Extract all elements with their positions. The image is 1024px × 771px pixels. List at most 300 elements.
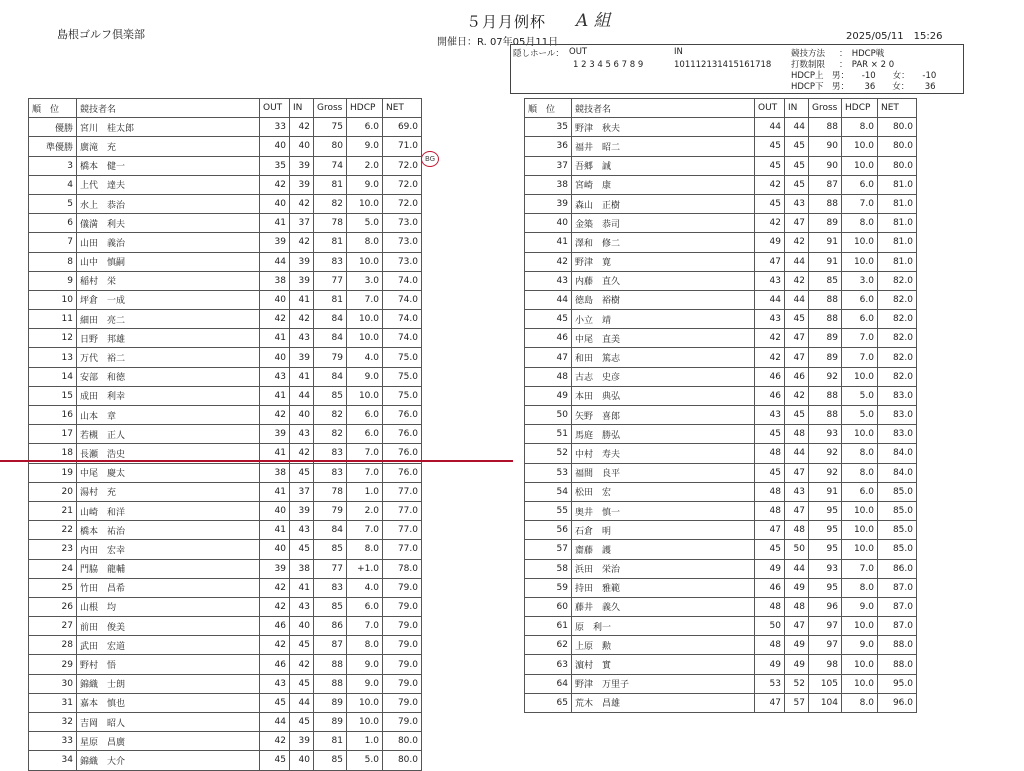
net-cell: 85.0 [878,501,917,520]
net-cell: 80.0 [878,137,917,156]
net-cell: 83.0 [878,425,917,444]
hdcp-cell: 7.0 [347,290,383,309]
net-cell: 77.0 [383,540,422,559]
out-cell: 44 [260,252,290,271]
hdcp-cell: 4.0 [347,578,383,597]
rank-cell: 52 [525,444,572,463]
name-cell: 上代 達夫 [77,175,260,194]
net-cell: 82.0 [878,329,917,348]
table-row [29,540,422,559]
name-cell: 長瀬 浩史 [77,444,260,463]
table-row [525,463,917,482]
name-cell: 藤井 義久 [572,597,755,616]
table-row [525,444,917,463]
in-cell: 47 [785,329,809,348]
in-cell: 44 [785,118,809,137]
hdcp-cell: 10.0 [842,137,878,156]
out-cell: 41 [260,214,290,233]
method-label: 競技方法 [791,49,826,59]
name-cell: 嘉本 慎也 [77,693,260,712]
table-row [525,559,917,578]
in-cell: 39 [290,271,314,290]
net-cell: 77.0 [383,501,422,520]
gross-cell: 92 [809,444,842,463]
col-gross: Gross [809,99,842,118]
gross-cell: 88 [314,674,347,693]
gross-cell: 81 [314,290,347,309]
table-row [29,578,422,597]
name-cell: 齋藤 護 [572,540,755,559]
in-cell: 43 [785,194,809,213]
table-row [525,194,917,213]
bg-annotation-circle: BG [421,151,439,167]
out-cell: 44 [755,118,785,137]
out-cell: 42 [755,329,785,348]
in-cell: 41 [290,367,314,386]
rank-cell: 60 [525,597,572,616]
gross-cell: 88 [809,290,842,309]
rank-cell: 51 [525,425,572,444]
in-cell: 47 [785,214,809,233]
gross-cell: 85 [809,271,842,290]
hdcp-upper: HDCP上 男： -10 女： -10 [791,71,937,81]
rank-cell: 準優勝 [29,137,77,156]
table-row [29,482,422,501]
net-cell: 73.0 [383,214,422,233]
name-cell: 若槻 正人 [77,425,260,444]
out-cell: 43 [755,406,785,425]
rank-cell: 47 [525,348,572,367]
gross-cell: 84 [314,521,347,540]
table-row [525,406,917,425]
net-cell: 73.0 [383,233,422,252]
in-cell: 43 [290,521,314,540]
gross-cell: 83 [314,463,347,482]
hdcp-cell: 7.0 [842,329,878,348]
hdcp-cell: 6.0 [842,482,878,501]
col-hdcp: HDCP [347,99,383,118]
table-row [525,137,917,156]
table-row [29,175,422,194]
hdcp-cell: 8.0 [842,214,878,233]
rank-cell: 24 [29,559,77,578]
name-cell: 中尾 直美 [572,329,755,348]
gross-cell: 78 [314,214,347,233]
name-cell: 原 利一 [572,617,755,636]
out-cell: 49 [755,233,785,252]
rank-cell: 30 [29,674,77,693]
in-cell: 39 [290,501,314,520]
col-rank: 順 位 [29,99,77,118]
in-cell: 45 [290,540,314,559]
hdcp-cell: 2.0 [347,501,383,520]
gross-cell: 92 [809,367,842,386]
in-cell: 42 [290,194,314,213]
net-cell: 81.0 [878,233,917,252]
hdcp-cell: 10.0 [842,156,878,175]
table-row [525,290,917,309]
name-cell: 中村 寿夫 [572,444,755,463]
net-cell: 83.0 [878,406,917,425]
gross-cell: 85 [314,386,347,405]
gross-cell: 88 [809,310,842,329]
gross-cell: 91 [809,252,842,271]
out-cell: 42 [260,175,290,194]
name-cell: 前田 俊美 [77,617,260,636]
table-row [29,252,422,271]
table-row [525,271,917,290]
hdcp-cell: 9.0 [842,636,878,655]
hdcp-cell: 8.0 [842,118,878,137]
hdcp-cell: 1.0 [347,732,383,751]
table-row [525,329,917,348]
table-row [29,214,422,233]
out-cell: 46 [755,578,785,597]
table-row [525,482,917,501]
gross-cell: 87 [809,175,842,194]
printed-timestamp: 2025/05/11 15:26 [846,31,943,42]
in-cell: 49 [785,578,809,597]
table-row [29,501,422,520]
name-cell: 野津 秋夫 [572,118,755,137]
net-cell: 84.0 [878,444,917,463]
gross-cell: 81 [314,233,347,252]
hdcp-cell: 9.0 [347,655,383,674]
table-row [29,367,422,386]
hdcp-cell: +1.0 [347,559,383,578]
in-cell: 44 [290,386,314,405]
in-cell: 41 [290,578,314,597]
name-cell: 竹田 昌希 [77,578,260,597]
name-cell: 錦織 士朗 [77,674,260,693]
name-cell: 坪倉 一成 [77,290,260,309]
rank-cell: 26 [29,597,77,616]
out-cell: 48 [755,501,785,520]
net-cell: 72.0 [383,194,422,213]
in-cell: 40 [290,617,314,636]
table-row [525,540,917,559]
name-cell: 内藤 直久 [572,271,755,290]
gross-cell: 92 [809,463,842,482]
gross-cell: 75 [314,118,347,137]
out-cell: 42 [755,214,785,233]
rank-cell: 43 [525,271,572,290]
hdcp-cell: 3.0 [347,271,383,290]
in-cell: 45 [785,137,809,156]
table-row [29,310,422,329]
table-row [525,655,917,674]
gross-cell: 93 [809,559,842,578]
rank-cell: 10 [29,290,77,309]
in-cell: 48 [785,425,809,444]
in-cell: 42 [290,444,314,463]
rank-cell: 49 [525,386,572,405]
table-row [525,156,917,175]
in-cell: 47 [785,617,809,636]
gross-cell: 91 [809,482,842,501]
out-cell: 42 [260,732,290,751]
name-cell: 廣滝 充 [77,137,260,156]
out-cell: 42 [260,406,290,425]
hdcp-cell: 8.0 [347,233,383,252]
gross-cell: 96 [809,597,842,616]
name-cell: 星原 昌廣 [77,732,260,751]
table-row [29,329,422,348]
out-cell: 40 [260,290,290,309]
net-cell: 85.0 [878,521,917,540]
hdcp-cell: 6.0 [347,597,383,616]
results-table-right [524,98,917,713]
hdcp-cell: 10.0 [842,367,878,386]
net-cell: 76.0 [383,406,422,425]
out-cell: 42 [260,310,290,329]
in-cell: 39 [290,175,314,194]
hdcp-cell: 10.0 [347,693,383,712]
hdcp-cell: 7.0 [842,194,878,213]
in-cell: 49 [785,636,809,655]
gross-cell: 74 [314,156,347,175]
gross-cell: 81 [314,732,347,751]
hdcp-cell: 9.0 [347,674,383,693]
name-cell: 持田 雅範 [572,578,755,597]
gross-cell: 95 [809,540,842,559]
gross-cell: 82 [314,406,347,425]
rank-cell: 63 [525,655,572,674]
hdcp-cell: 10.0 [842,425,878,444]
gross-cell: 93 [809,425,842,444]
name-cell: 野津 万里子 [572,674,755,693]
name-cell: 奥井 慎一 [572,501,755,520]
out-cell: 45 [755,137,785,156]
in-cell: 42 [290,233,314,252]
in-cell: 57 [785,693,809,712]
net-cell: 79.0 [383,655,422,674]
rank-cell: 39 [525,194,572,213]
out-cell: 40 [260,194,290,213]
name-cell: 澤和 修二 [572,233,755,252]
out-cell: 45 [755,156,785,175]
name-cell: 湯村 充 [77,482,260,501]
hdcp-cell: 3.0 [842,271,878,290]
in-cell: 43 [290,597,314,616]
table-row [525,252,917,271]
name-cell: 金築 恭司 [572,214,755,233]
name-cell: 宮崎 康 [572,175,755,194]
rank-cell: 61 [525,617,572,636]
net-cell: 71.0 [383,137,422,156]
out-cell: 45 [755,194,785,213]
net-cell: 79.0 [383,674,422,693]
rank-cell: 27 [29,617,77,636]
out-cell: 42 [755,175,785,194]
rank-cell: 48 [525,367,572,386]
out-cell: 42 [755,348,785,367]
in-cell: 42 [290,655,314,674]
table-row [29,713,422,732]
gross-cell: 77 [314,271,347,290]
gross-cell: 81 [314,175,347,194]
gross-cell: 89 [809,348,842,367]
page-title: ５月月例杯 [466,13,547,31]
hdcp-cell: 7.0 [347,463,383,482]
name-cell: 石倉 明 [572,521,755,540]
net-cell: 79.0 [383,597,422,616]
club-name: 島根ゴルフ倶楽部 [57,28,145,41]
gross-cell: 89 [314,713,347,732]
gross-cell: 104 [809,693,842,712]
gross-cell: 88 [809,386,842,405]
table-row [525,118,917,137]
out-cell: 46 [755,386,785,405]
hdcp-cell: 9.0 [347,367,383,386]
net-cell: 81.0 [878,252,917,271]
rank-cell: 20 [29,482,77,501]
hdcp-cell: 10.0 [842,617,878,636]
table-row [29,636,422,655]
rank-cell: 54 [525,482,572,501]
table-row [525,425,917,444]
name-cell: 上原 勲 [572,636,755,655]
rank-cell: 65 [525,693,572,712]
out-cell: 38 [260,463,290,482]
results-table-left [28,98,422,771]
name-cell: 和田 篤志 [572,348,755,367]
hdcp-cell: 5.0 [347,214,383,233]
name-cell: 山根 均 [77,597,260,616]
out-cell: 47 [755,252,785,271]
rules-box [510,44,964,94]
rank-cell: 14 [29,367,77,386]
in-cell: 45 [785,310,809,329]
table-row [525,348,917,367]
in-cell: 45 [290,713,314,732]
rank-cell: 28 [29,636,77,655]
name-cell: 松田 宏 [572,482,755,501]
in-cell: 42 [785,233,809,252]
table-row [29,156,422,175]
rank-cell: 16 [29,406,77,425]
gross-cell: 90 [809,156,842,175]
rank-cell: 50 [525,406,572,425]
rank-cell: 44 [525,290,572,309]
in-cell: 45 [785,175,809,194]
net-cell: 81.0 [878,175,917,194]
gross-cell: 85 [314,540,347,559]
in-cell: 42 [290,310,314,329]
name-cell: 水上 恭治 [77,194,260,213]
name-cell: 万代 裕二 [77,348,260,367]
name-cell: 中尾 慶太 [77,463,260,482]
table-row [29,674,422,693]
rank-cell: 56 [525,521,572,540]
net-cell: 86.0 [878,559,917,578]
in-cell: 52 [785,674,809,693]
in-cell: 40 [290,751,314,770]
table-row [29,597,422,616]
col-in: IN [785,99,809,118]
gross-cell: 84 [314,367,347,386]
gross-cell: 79 [314,348,347,367]
net-cell: 74.0 [383,290,422,309]
in-cell: 48 [785,521,809,540]
out-cell: 46 [755,367,785,386]
net-cell: 82.0 [878,271,917,290]
gross-cell: 84 [314,329,347,348]
hdcp-cell: 6.0 [842,290,878,309]
in-cell: 46 [785,367,809,386]
table-row [29,406,422,425]
name-cell: 徳島 裕樹 [572,290,755,309]
table-row [525,214,917,233]
out-cell: 49 [755,655,785,674]
gross-cell: 97 [809,617,842,636]
limit-label: 打数制限 [791,60,826,70]
hdcp-cell: 8.0 [842,463,878,482]
in-cell: 44 [785,559,809,578]
out-cell: 40 [260,501,290,520]
hdcp-cell: 10.0 [842,252,878,271]
net-cell: 76.0 [383,463,422,482]
rank-cell: 45 [525,310,572,329]
net-cell: 79.0 [383,617,422,636]
hdcp-cell: 10.0 [842,655,878,674]
in-cell: 45 [290,636,314,655]
out-cell: 44 [755,290,785,309]
net-cell: 82.0 [878,367,917,386]
in-cell: 39 [290,252,314,271]
hdcp-cell: 8.0 [842,444,878,463]
in-cell: 38 [290,559,314,578]
net-cell: 88.0 [878,636,917,655]
rank-cell: 21 [29,501,77,520]
out-cell: 41 [260,482,290,501]
gross-cell: 83 [314,444,347,463]
out-cell: 45 [260,693,290,712]
net-cell: 75.0 [383,367,422,386]
out-cell: 47 [755,693,785,712]
out-cell: 35 [260,156,290,175]
in-cell: 43 [785,482,809,501]
hdcp-cell: 8.0 [842,578,878,597]
rank-cell: 37 [525,156,572,175]
net-cell: 79.0 [383,578,422,597]
rank-cell: 53 [525,463,572,482]
name-cell: 山本 章 [77,406,260,425]
out-cell: 42 [260,636,290,655]
rank-cell: 32 [29,713,77,732]
rank-cell: 29 [29,655,77,674]
gross-cell: 105 [809,674,842,693]
in-cell: 44 [785,252,809,271]
net-cell: 77.0 [383,482,422,501]
in-cell: 45 [785,406,809,425]
hdcp-cell: 10.0 [347,386,383,405]
net-cell: 88.0 [878,655,917,674]
net-cell: 79.0 [383,693,422,712]
name-cell: 福井 昭二 [572,137,755,156]
name-cell: 日野 邦雄 [77,329,260,348]
net-cell: 78.0 [383,559,422,578]
cut-line-red [0,460,513,462]
out-cell: 48 [755,636,785,655]
in-cell: 47 [785,348,809,367]
gross-cell: 97 [809,636,842,655]
in-cell: 42 [290,118,314,137]
hdcp-cell: 10.0 [842,674,878,693]
in-holes: 101112131415161718 [674,60,772,70]
out-cell: 45 [755,425,785,444]
limit-value: ： PAR × 2 0 [839,60,895,70]
